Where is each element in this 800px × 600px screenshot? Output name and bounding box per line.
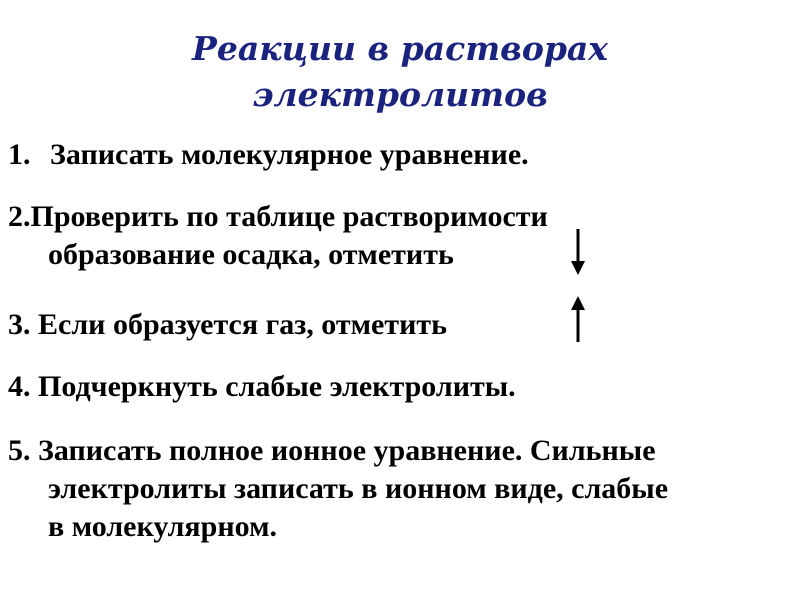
list-item-1: [8, 136, 529, 174]
list-item-1-text: Записать молекулярное уравнение.: [50, 138, 529, 171]
list-item-1-number: 1.: [8, 138, 31, 171]
list-item-4-text: Подчеркнуть слабые электролиты.: [38, 370, 516, 403]
arrow-up-icon: [571, 296, 585, 342]
slide-title-line-2: электролитов: [252, 75, 548, 114]
list-item-2: [8, 198, 548, 274]
list-item-4: [8, 368, 516, 406]
list-item-3-text: Если образуется газ, отметить: [38, 308, 447, 341]
arrow-down-icon: [571, 229, 585, 275]
list-item-2-number: 2.: [8, 200, 31, 233]
list-item-4-number: 4.: [8, 370, 31, 403]
list-item-3-number: 3.: [8, 308, 31, 341]
list-item-2-text-line-1: Проверить по таблице растворимости: [30, 200, 548, 233]
list-item-5: [8, 432, 668, 546]
list-item-5-text-line-1: Записать полное ионное уравнение. Сильные: [38, 434, 656, 467]
list-item-2-text-line-2: образование осадка, отметить: [48, 238, 454, 271]
list-item-5-text-line-3: в молекулярном.: [48, 510, 277, 543]
list-item-3: [8, 306, 447, 344]
slide-title: [0, 26, 800, 118]
list-item-5-number: 5.: [8, 434, 31, 467]
list-item-5-text-line-2: электролиты записать в ионном виде, слабые: [48, 472, 669, 505]
slide-title-line-1: Реакции в растворах: [192, 29, 608, 68]
